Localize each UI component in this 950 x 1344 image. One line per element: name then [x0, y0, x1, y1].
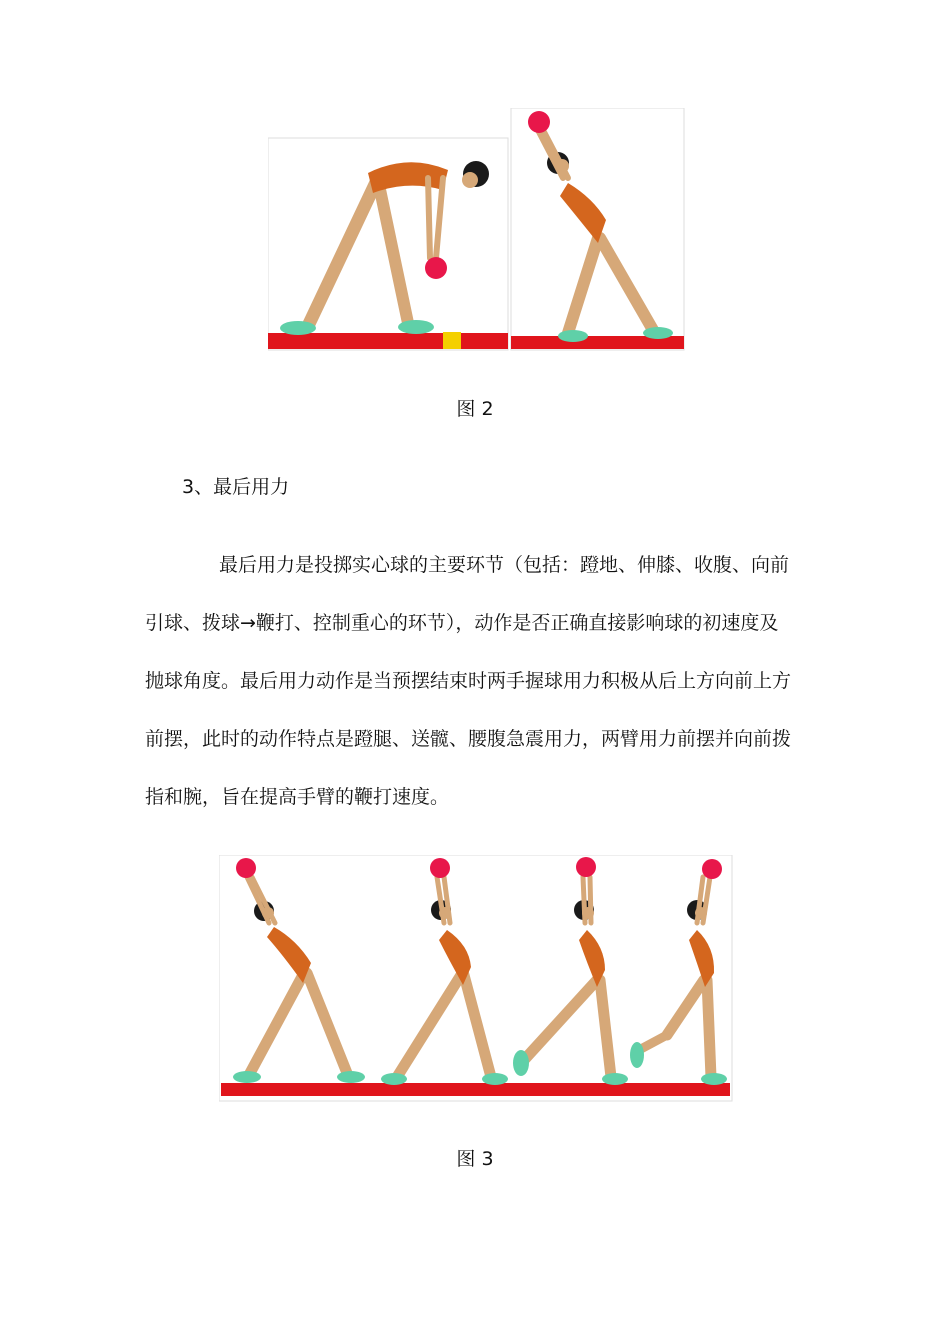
figure-3-caption: 图 3	[456, 1148, 494, 1170]
paragraph-line: 最后用力是投掷实心球的主要环节（包括：蹬地、伸膝、收腹、向前	[219, 554, 790, 576]
figure-2	[268, 108, 688, 353]
figure-2-caption: 图 2	[456, 398, 494, 420]
figure-3	[219, 855, 733, 1103]
body-paragraph	[145, 536, 805, 826]
paragraph-line: 抛球角度。最后用力动作是当预摆结束时两手握球用力积极从后上方向前上方	[145, 670, 792, 692]
paragraph-line: 引球、拨球→鞭打、控制重心的环节），动作是否正确直接影响球的初速度及	[145, 612, 779, 634]
figure-3-images	[219, 855, 733, 1103]
paragraph-line: 前摆，此时的动作特点是蹬腿、送髋、腰腹急震用力，两臂用力前摆并向前拨	[145, 728, 792, 750]
figure-2-images	[268, 108, 688, 353]
section-heading: 3、最后用力	[182, 476, 290, 498]
paragraph-line: 指和腕，旨在提高手臂的鞭打速度。	[145, 786, 450, 808]
figure-2-panel-1	[268, 138, 508, 350]
figure-2-panel-2	[511, 108, 684, 350]
